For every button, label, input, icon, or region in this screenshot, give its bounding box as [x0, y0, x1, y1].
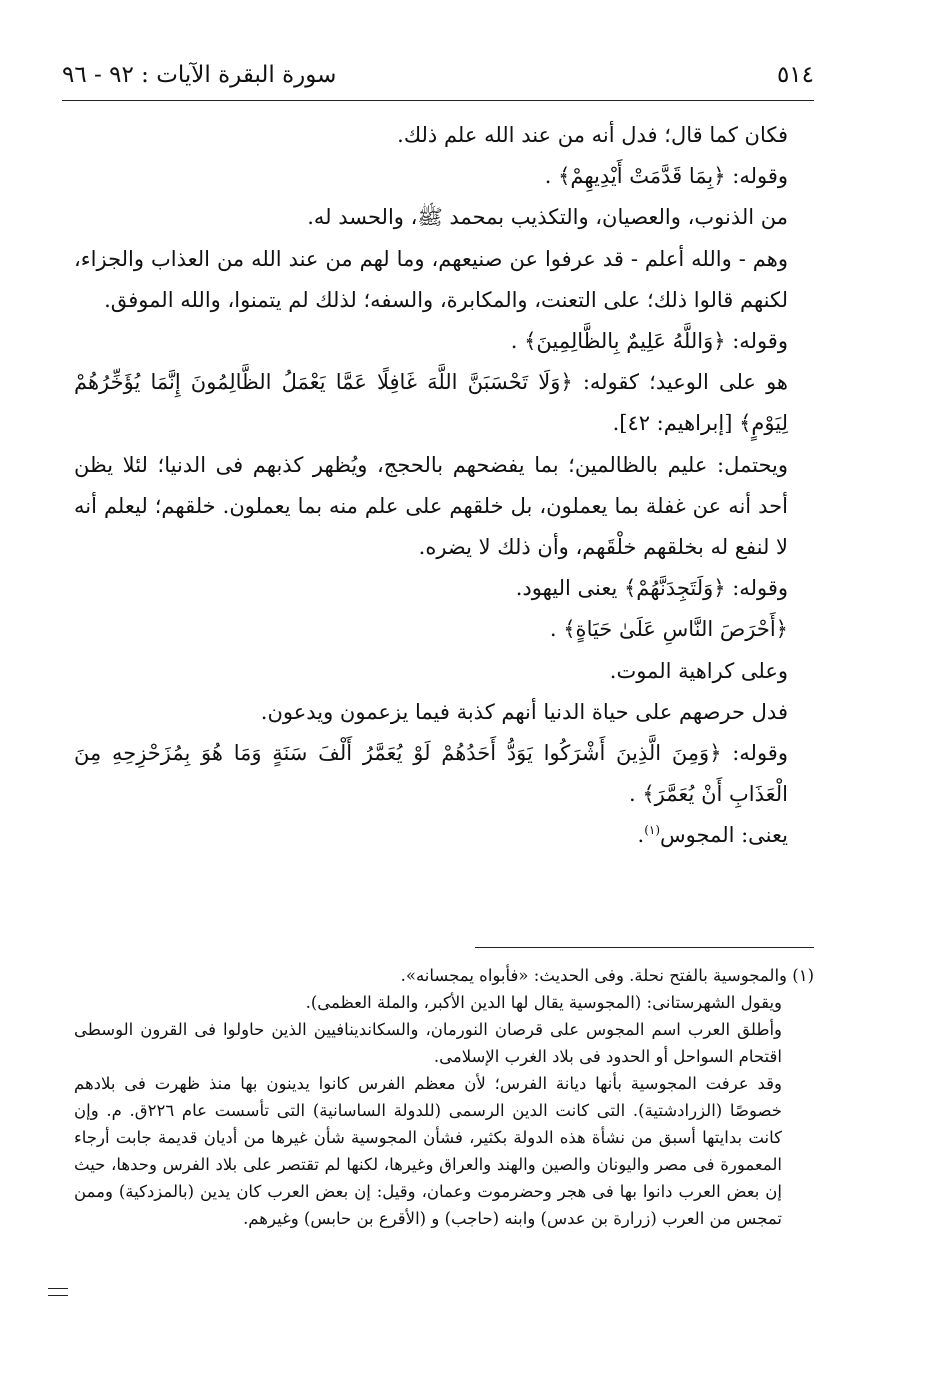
paragraph: هو على الوعيد؛ كقوله: ﴿وَلَا تَحْسَبَنَّ اللَّهَ غَافِلًا عَمَّا يَعْمَلُ الظَّالِمُونَ إِنَّمَا يُؤَخِّرُهُمْ لِيَوْمٍ﴾ [إبراهيم: ٤٢].: [74, 370, 788, 436]
paragraph: فكان كما قال؛ فدل أنه من عند الله علم ذلك.: [397, 123, 788, 147]
paragraph: من الذنوب، والعصيان، والتكذيب بمحمد ﷺ، والحسد له.: [307, 205, 788, 230]
page-number: ٥١٤: [776, 62, 814, 88]
footnote-paragraph: وأطلق العرب اسم المجوس على قرصان النورمان، والسكاندينافيين الذين حاولوا فى القرون الوسطى اقتحام السواحل أو الحدود فى بلاد الغرب الإسلامى.: [74, 1020, 782, 1066]
paragraph: وقوله: ﴿وَمِنَ الَّذِينَ أَشْرَكُوا يَوَدُّ أَحَدُهُمْ لَوْ يُعَمَّرُ أَلْفَ سَنَةٍ وَمَا هُوَ بِمُزَحْزِحِهِ مِنَ الْعَذَابِ أَنْ يُعَمَّرَ﴾ .: [74, 741, 788, 807]
quran-quote-line: وقوله: ﴿بِمَا قَدَّمَتْ أَيْدِيهِمْ﴾ .: [544, 164, 788, 189]
paragraph: وعلى كراهية الموت.: [609, 658, 788, 683]
paragraph-text: يعنى: المجوس: [660, 823, 788, 848]
header-rule: [62, 100, 814, 101]
footnote-ref: (١): [644, 823, 661, 838]
paragraph: فدل حرصهم على حياة الدنيا أنهم كذبة فيما يزعمون ويدعون.: [260, 699, 788, 724]
running-title: سورة البقرة الآيات : ٩٢ - ٩٦: [62, 62, 337, 88]
paragraph: ويحتمل: عليم بالظالمين؛ بما يفضحهم بالحجج، ويُظهر كذبهم فى الدنيا؛ لئلا يظن أحد أنه عن غفلة بما يعملون، بل خلقهم على علم منه بما يعملون. خلقهم؛ ليعلم أنه لا لنفع له بخلقهم خلْقَهم، وأن ذلك لا يضره.: [74, 452, 788, 560]
paragraph: [74, 815, 814, 856]
footnote-rule: [475, 947, 814, 948]
margin-mark: [48, 1288, 68, 1296]
paragraph: وهم - والله أعلم - قد عرفوا عن صنيعهم، وما لهم من عند الله من العذاب والجزاء، لكنهم قالوا ذلك؛ على التعنت، والمكابرة، والسفه؛ لذلك لم يتمنوا، والله الموفق.: [74, 246, 788, 312]
main-text: [74, 115, 814, 857]
footnote-paragraph: وقد عرفت المجوسية بأنها ديانة الفرس؛ لأن معظم الفرس كانوا يدينون بها منذ ظهرت فى بلادهم خصوصًا (الزرادشتية). التى كانت الدين الرسمى (للدولة الساسانية) التى تأسست عام ٢٢٦ق. م. وإن كانت بدايتها أسبق من نشأة هذه الدولة بكثير، فشأن المجوسية شأن غيرها من أديان قديمة جابت أرجاء المعمورة فى مصر واليونان والصين والهند والعراق وغيرها، لكنها لم تقتصر على بلاد الفرس وحدها، حيث إن بعض العرب دانوا بها فى هجر وحضرموت وعمان، وقيل: إن بعض العرب كان يدين (بالمزدكية) وممن تمجس من العرب (زرارة بن عدس) وابنه (حاجب) و (الأقرع بن حابس) وغيرهم.: [74, 1074, 783, 1228]
footnote: (١) والمجوسية بالفتح نحلة. وفى الحديث: «فأبواه يمجسانه».: [400, 966, 814, 985]
footnotes: [74, 962, 814, 1232]
quran-quote-line: ﴿أَحْرَصَ النَّاسِ عَلَىٰ حَيَاةٍ﴾ .: [549, 617, 788, 642]
quran-quote-line: وقوله: ﴿وَاللَّهُ عَلِيمٌ بِالظَّالِمِينَ﴾ .: [510, 329, 788, 354]
paragraph: وقوله: ﴿وَلَتَجِدَنَّهُمْ﴾ يعنى اليهود.: [515, 576, 788, 601]
running-header: [62, 58, 814, 98]
footnote-paragraph: ويقول الشهرستانى: (المجوسية يقال لها الدين الأكبر، والملة العظمى).: [305, 993, 782, 1012]
paragraph-end: .: [637, 823, 645, 848]
